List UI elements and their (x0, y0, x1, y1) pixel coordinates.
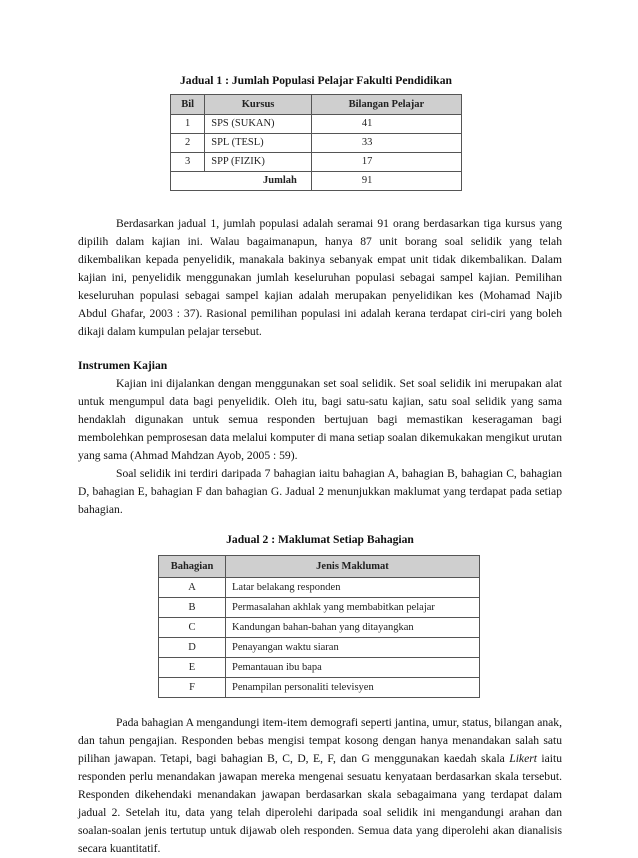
table1-header-kursus: Kursus (205, 95, 312, 115)
document-page (78, 64, 562, 858)
table-row (171, 134, 462, 153)
table-row (159, 598, 480, 618)
table1-population (170, 94, 462, 191)
table-row (171, 153, 462, 172)
table1-header-bil: Bil (171, 95, 205, 115)
table1-header-row (171, 95, 462, 115)
section-heading-instrumen: Instrumen Kajian (78, 359, 168, 372)
table1-header-bilangan: Bilangan Pelajar (311, 95, 461, 115)
table1-cell-bil: 2 (171, 134, 205, 153)
paragraph-analisis-part2: iaitu responden perlu menandakan jawapan mereka mengenai sesuatu kenyataan berdasarkan skala tersebut. Responden dikehendaki menandakan jawapan berdasarkan skala sebagaimana yang terdapat dalam jadual 2. Setelah itu, data yang telah diperolehi daripada soal selidik ini mengandungi arahan dan soalan-soalan jenis tertutup untuk dijawab oleh responden. Semua data yang diperolehi akan dianalisis secara kuantitatif. (78, 752, 562, 855)
paragraph-populasi: Berdasarkan jadual 1, jumlah populasi adalah seramai 91 orang berdasarkan tiga kursus yang dipilih dalam kajian ini. Walau bagaimanapun, hanya 87 unit borang soal selidik yang telah dikembalikan kepada penyelidik, manakala bakinya sebanyak empat unit tidak dikembalikan. Dalam kajian ini, penyelidik menggunakan jumlah keseluruhan populasi sebagai sampel kajian. Pemilihan keseluruhan populasi sebagai sampel kajian adalah merupakan penyelidikan kes (Mohamad Najib Abdul Ghafar, 2003 : 37). Rasional pemilihan populasi ini adalah kerana terdapat ciri-ciri yang boleh dikaji dalam kumpulan pelajar tersebut. (78, 217, 562, 338)
table1-cell-kursus: SPP (FIZIK) (205, 153, 312, 172)
table2-header-jenis: Jenis Maklumat (226, 556, 480, 578)
table2-cell-jenis: Pemantauan ibu bapa (226, 658, 480, 678)
table1-cell-bil: 3 (171, 153, 205, 172)
table-row (159, 638, 480, 658)
table2-cell-jenis: Penayangan waktu siaran (226, 638, 480, 658)
table1-cell-bilangan: 33 (311, 134, 461, 153)
table2-cell-bahagian: D (159, 638, 226, 658)
table2-cell-jenis: Latar belakang responden (226, 578, 480, 598)
table2-cell-bahagian: A (159, 578, 226, 598)
table1-cell-bilangan: 17 (311, 153, 461, 172)
paragraph-analisis-part1: Pada bahagian A mengandungi item-item demografi seperti jantina, umur, status, bilangan anak, dan tahun pengajian. Responden bebas mengisi tempat kosong dengan hanya menandakan salah satu pilihan jawapan. Tetapi, bagi bahagian B, C, D, E, F, dan G menggunakan kaedah skala (78, 716, 562, 765)
table1-caption: Jadual 1 : Jumlah Populasi Pelajar Fakulti Pendidikan (180, 74, 452, 87)
table-row (159, 578, 480, 598)
table-row (159, 678, 480, 698)
table1-total-value: 91 (311, 172, 461, 191)
paragraph-instrumen: Kajian ini dijalankan dengan menggunakan set soal selidik. Set soal selidik ini merupakan alat untuk mengumpul data bagi penyelidik. Oleh itu, bagi satu-satu kajian, satu soal selidik yang sama hendaklah digunakan untuk semua responden bertujuan bagi memastikan keseragaman bagi membolehkan pemprosesan data melalui komputer di mana setiap soalan dikemukakan mengikut urutan yang sama (Ahmad Mahdzan Ayob, 2005 : 59). (78, 377, 562, 462)
likert-term: Likert (509, 752, 537, 765)
table-row (159, 618, 480, 638)
table2-cell-bahagian: E (159, 658, 226, 678)
table-row (159, 658, 480, 678)
table1-cell-kursus: SPS (SUKAN) (205, 115, 312, 134)
table2-caption: Jadual 2 : Maklumat Setiap Bahagian (226, 533, 414, 546)
table2-cell-bahagian: B (159, 598, 226, 618)
table2-cell-jenis: Kandungan bahan-bahan yang ditayangkan (226, 618, 480, 638)
table1-cell-bil: 1 (171, 115, 205, 134)
table2-cell-bahagian: C (159, 618, 226, 638)
table1-cell-kursus: SPL (TESL) (205, 134, 312, 153)
table1-cell-bilangan: 41 (311, 115, 461, 134)
table2-cell-jenis: Permasalahan akhlak yang membabitkan pelajar (226, 598, 480, 618)
table2-maklumat (158, 555, 480, 698)
table1-total-row (171, 172, 462, 191)
table-row (171, 115, 462, 134)
paragraph-analisis (78, 714, 562, 858)
paragraph-bahagian: Soal selidik ini terdiri daripada 7 bahagian iaitu bahagian A, bahagian B, bahagian C, bahagian D, bahagian E, bahagian F dan bahagian G. Jadual 2 menunjukkan maklumat yang terdapat pada setiap bahagian. (78, 467, 562, 516)
table2-header-bahagian: Bahagian (159, 556, 226, 578)
table2-cell-jenis: Penampilan personaliti televisyen (226, 678, 480, 698)
table2-cell-bahagian: F (159, 678, 226, 698)
table1-total-label: Jumlah (171, 172, 312, 191)
table2-header-row (159, 556, 480, 578)
